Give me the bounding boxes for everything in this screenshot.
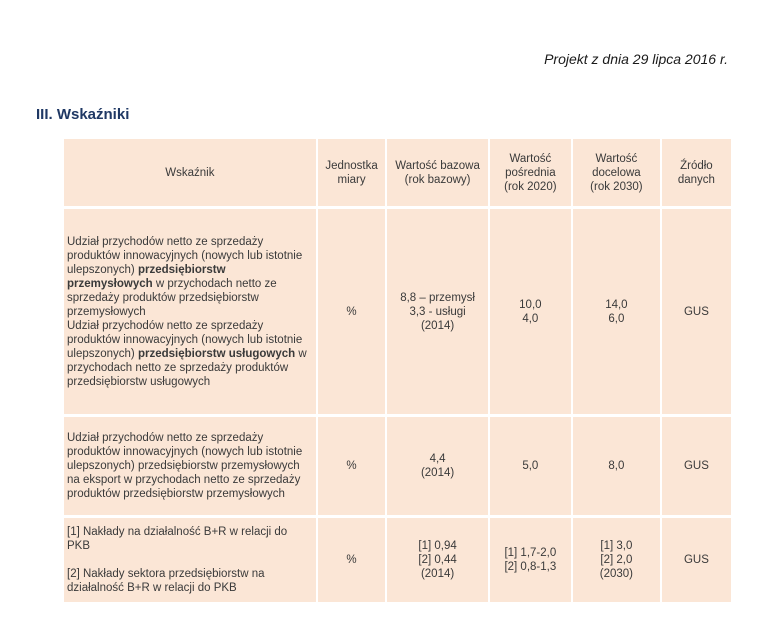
target-value-cell: 8,0 bbox=[573, 417, 660, 515]
base-value-line: [2] 0,44 bbox=[418, 554, 457, 566]
header-unit-line1: Jednostka bbox=[325, 159, 378, 172]
desc-text: w przychodach netto ze sprzedaży produktów przedsiębiorstw przemysłowych bbox=[67, 277, 277, 318]
table-row bbox=[64, 518, 731, 602]
unit-cell: % bbox=[318, 417, 386, 515]
base-value-cell bbox=[387, 518, 487, 602]
indicator-description-rd: [1] Nakłady na działalność B+R w relacji do PKB bbox=[67, 526, 288, 552]
base-value-line: (2014) bbox=[420, 568, 455, 580]
mid-value-line: 10,0 bbox=[519, 298, 542, 311]
header-source bbox=[662, 139, 731, 206]
header-indicator bbox=[64, 139, 316, 206]
base-value-line: 8,8 – przemysł bbox=[400, 291, 475, 304]
mid-value-cell bbox=[490, 518, 571, 602]
header-base-line1: Wartość bazowa bbox=[395, 159, 480, 172]
header-source-line1: Źródło bbox=[680, 159, 713, 172]
unit-cell: % bbox=[318, 518, 386, 602]
project-date: Projekt z dnia 29 lipca 2016 r. bbox=[544, 51, 728, 67]
target-value-line: [1] 3,0 bbox=[600, 540, 633, 552]
base-value-line: 3,3 - usługi bbox=[409, 305, 466, 318]
indicator-description-industry bbox=[67, 235, 313, 319]
header-indicator-label: Wskaźnik bbox=[165, 166, 215, 179]
mid-value-line: 4,0 bbox=[522, 312, 539, 325]
header-target-line1: Wartość bbox=[595, 152, 638, 165]
header-source-line2: danych bbox=[677, 173, 715, 186]
desc-text: Udział przychodów netto ze sprzedaży produktów innowacyjnych (nowych lub istotnie ulepszonych) bbox=[67, 235, 303, 276]
indicator-description: Udział przychodów netto ze sprzedaży produktów innowacyjnych (nowych lub istotnie ulepszonych) przedsiębiorstw przemysłowych na eksport w przychodach netto ze sprzedaży produktów przedsiębiorstw przemysłowych bbox=[64, 417, 316, 515]
base-value-cell bbox=[387, 209, 487, 414]
table-row bbox=[64, 209, 731, 414]
desc-text: Udział przychodów netto ze sprzedaży produktów innowacyjnych (nowych lub istotnie ulepszonych) bbox=[67, 319, 303, 360]
spacer bbox=[67, 553, 313, 567]
base-value-line: [1] 0,94 bbox=[418, 540, 457, 552]
header-base-value bbox=[387, 139, 487, 206]
indicator-description bbox=[64, 518, 316, 602]
header-mid-line2: pośrednia bbox=[505, 166, 556, 179]
indicators-table bbox=[62, 136, 733, 605]
header-mid-line1: Wartość bbox=[509, 152, 552, 165]
source-cell: GUS bbox=[662, 518, 731, 602]
mid-value-cell bbox=[490, 209, 571, 414]
target-value-line: (2030) bbox=[599, 568, 634, 580]
target-value-line: 6,0 bbox=[608, 312, 625, 325]
base-value-cell bbox=[387, 417, 487, 515]
header-target-line3: (rok 2030) bbox=[590, 180, 643, 193]
table-header-row bbox=[64, 139, 731, 206]
base-value-line: (2014) bbox=[420, 319, 455, 332]
indicator-description-services bbox=[67, 319, 313, 389]
base-value-line: (2014) bbox=[420, 467, 455, 479]
desc-bold: przedsiębiorstw usługowych bbox=[137, 347, 296, 360]
target-value-cell bbox=[573, 209, 660, 414]
source-cell: GUS bbox=[662, 209, 731, 414]
mid-value-line: [1] 1,7-2,0 bbox=[504, 547, 557, 559]
header-base-line2: (rok bazowy) bbox=[404, 173, 471, 186]
header-unit bbox=[318, 139, 386, 206]
source-cell: GUS bbox=[662, 417, 731, 515]
indicator-description-rd-business: [2] Nakłady sektora przedsiębiorstw na działalność B+R w relacji do PKB bbox=[67, 568, 265, 594]
mid-value-line: [2] 0,8-1,3 bbox=[504, 561, 557, 573]
target-value-cell bbox=[573, 518, 660, 602]
indicator-description bbox=[64, 209, 316, 414]
mid-value-cell: 5,0 bbox=[490, 417, 571, 515]
unit-cell: % bbox=[318, 209, 386, 414]
base-value-line: 4,4 bbox=[429, 453, 446, 465]
table-row bbox=[64, 417, 731, 515]
section-title: III. Wskaźniki bbox=[36, 106, 130, 123]
desc-bold: przedsiębiorstw przemysłowych bbox=[67, 263, 226, 290]
target-value-line: [2] 2,0 bbox=[600, 554, 633, 566]
header-target-value bbox=[573, 139, 660, 206]
header-mid-line3: (rok 2020) bbox=[504, 180, 557, 193]
target-value-line: 14,0 bbox=[605, 298, 628, 311]
header-unit-line2: miary bbox=[337, 173, 366, 186]
header-mid-value bbox=[490, 139, 571, 206]
header-target-line2: docelowa bbox=[592, 166, 641, 179]
desc-text: w przychodach netto ze sprzedaży produktów przedsiębiorstw usługowych bbox=[67, 347, 307, 388]
